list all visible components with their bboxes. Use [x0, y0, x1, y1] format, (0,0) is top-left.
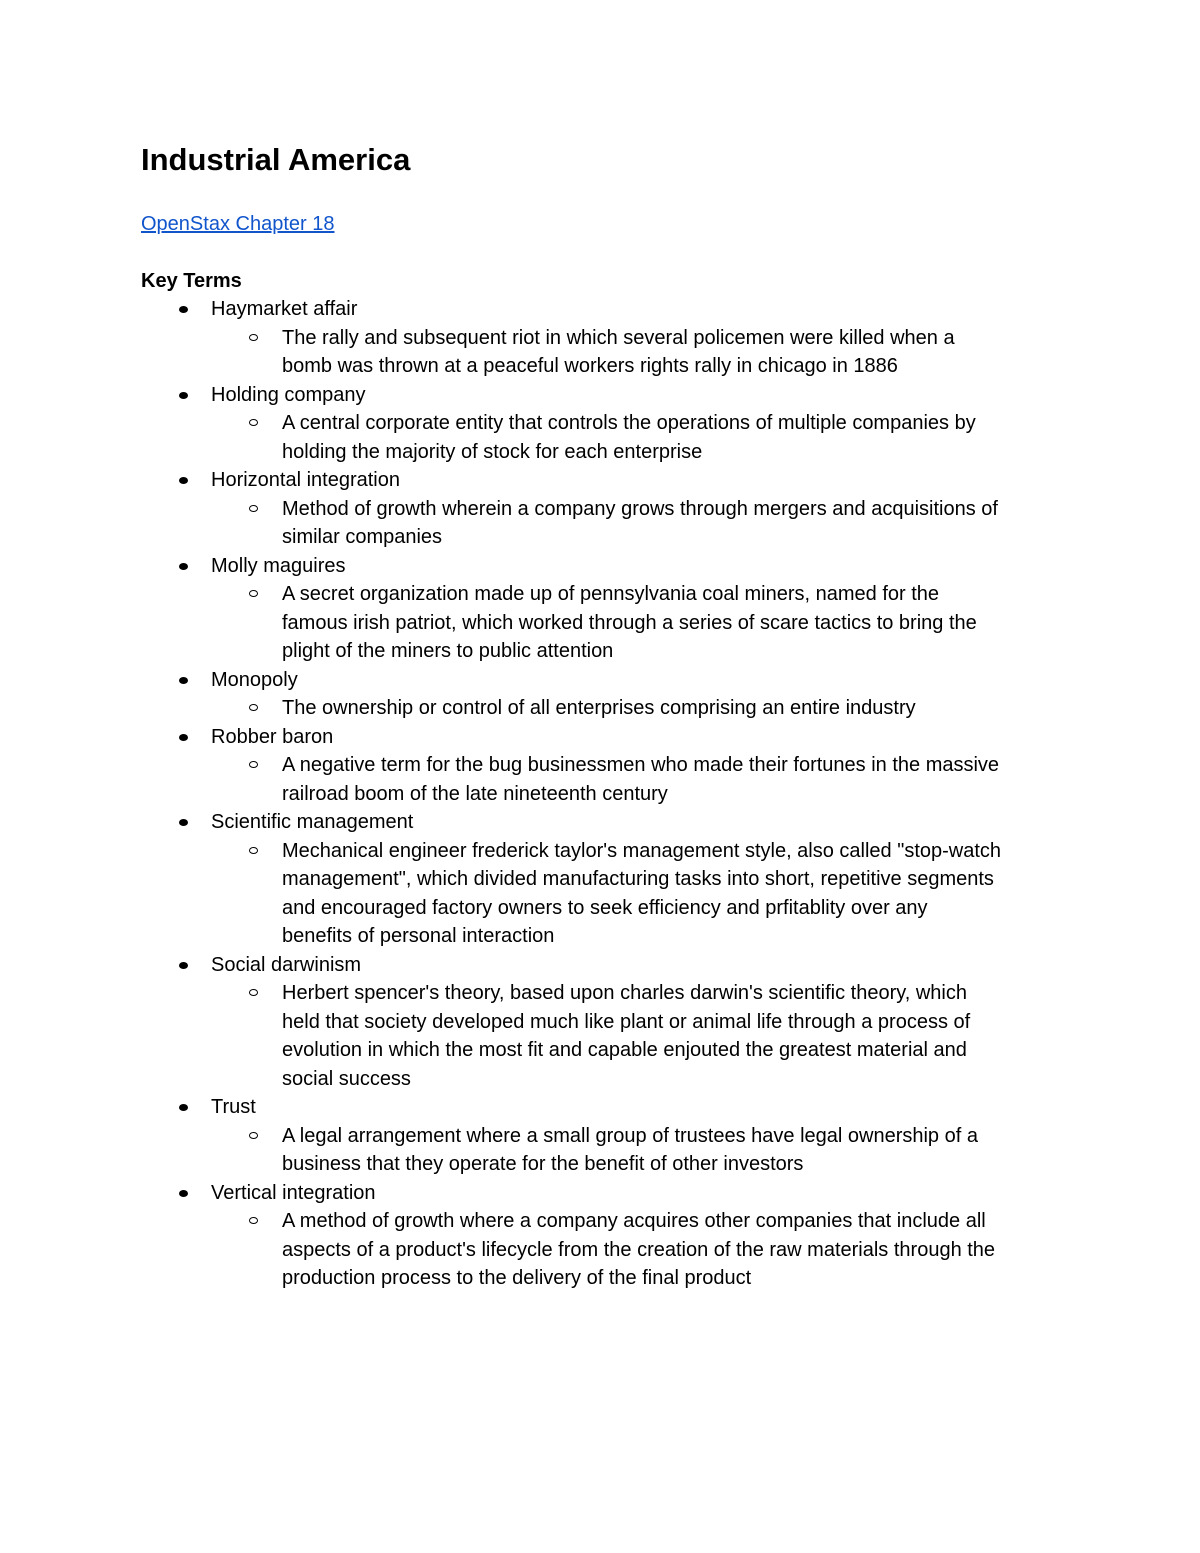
term-name: [0, 552, 1200, 581]
definition-line: railroad boom of the late nineteenth century: [282, 782, 668, 805]
definition-line: business that they operate for the benefit of other investors: [282, 1153, 804, 1175]
definition-line: A secret organization made up of pennsylvania coal miners, named for the: [282, 583, 940, 605]
term-definition: [0, 580, 1072, 666]
hollow-bullet-icon: [249, 505, 258, 512]
term-name: [0, 1093, 1200, 1122]
definition-line: A method of growth where a company acquires other companies that include all: [282, 1210, 986, 1232]
definition-line: A negative term for the bug businessmen who made their fortunes in the massive: [282, 754, 1000, 776]
term-list-item: [0, 951, 1200, 1094]
definition-line: management", which divided manufacturing tasks into short, repetitive segments: [282, 868, 994, 890]
term-definition: [0, 409, 1072, 466]
term-name: [0, 381, 1200, 410]
filled-bullet-icon: [179, 1104, 188, 1111]
term-label: Social darwinism: [211, 953, 362, 976]
definition-line: The ownership or control of all enterprises comprising an entire industry: [282, 697, 916, 719]
term-list-item: [0, 552, 1200, 666]
term-label: Robber baron: [211, 725, 334, 748]
term-label: Holding company: [211, 383, 366, 406]
term-name: [0, 1179, 1200, 1208]
definition-line: evolution in which the most fit and capable enjouted the greatest material and: [282, 1039, 967, 1061]
term-list-item: [0, 666, 1200, 723]
filled-bullet-icon: [179, 734, 188, 741]
filled-bullet-icon: [179, 477, 188, 484]
hollow-bullet-icon: [249, 1217, 258, 1224]
term-definition: [0, 495, 1072, 552]
filled-bullet-icon: [179, 392, 188, 399]
filled-bullet-icon: [179, 306, 188, 313]
filled-bullet-icon: [179, 1190, 188, 1197]
definition-line: A central corporate entity that controls the operations of multiple companies by: [282, 412, 976, 434]
term-name: [0, 466, 1200, 495]
filled-bullet-icon: [179, 677, 188, 684]
definition-line: and encouraged factory owners to seek efficiency and prfitablity over any: [282, 896, 928, 919]
term-definition: [0, 979, 1072, 1093]
term-label: Haymarket affair: [211, 298, 358, 320]
hollow-bullet-icon: [249, 419, 258, 426]
definition-line: benefits of personal interaction: [282, 925, 555, 947]
hollow-bullet-icon: [249, 1132, 258, 1139]
definition-line: plight of the miners to public attention: [282, 640, 614, 662]
term-definition: [0, 1207, 1072, 1293]
definition-line: Mechanical engineer frederick taylor's management style, also called "stop-watch: [282, 839, 1002, 862]
term-name: [0, 951, 1200, 980]
hollow-bullet-icon: [249, 761, 258, 768]
term-label: Horizontal integration: [211, 469, 400, 491]
term-list-item: [0, 808, 1200, 951]
hollow-bullet-icon: [249, 334, 258, 341]
term-definition: [0, 694, 1072, 723]
term-label: Monopoly: [211, 668, 298, 691]
term-definition: [0, 837, 1072, 951]
openstax-chapter-link[interactable]: OpenStax Chapter 18: [141, 213, 335, 235]
definition-line: held that society developed much like plant or animal life through a process of: [282, 1010, 971, 1033]
definition-line: Method of growth wherein a company grows through mergers and acquisitions of: [282, 497, 998, 520]
definition-line: aspects of a product's lifecycle from the creation of the raw materials through the: [282, 1238, 996, 1261]
definition-line: holding the majority of stock for each enterprise: [282, 440, 703, 463]
term-list-item: [0, 381, 1200, 467]
definition-line: A legal arrangement where a small group of trustees have legal ownership of a: [282, 1124, 978, 1147]
definition-line: production process to the delivery of the final product: [282, 1267, 752, 1289]
filled-bullet-icon: [179, 962, 188, 969]
term-definition: [0, 324, 1072, 381]
definition-line: famous irish patriot, which worked through a series of scare tactics to bring the: [282, 611, 977, 634]
definition-line: social success: [282, 1067, 411, 1090]
term-list-item: [0, 1093, 1200, 1179]
term-list-item: [0, 295, 1200, 381]
term-label: Vertical integration: [211, 1181, 376, 1204]
term-definition: [0, 1122, 1072, 1179]
term-name: [0, 723, 1200, 752]
hollow-bullet-icon: [249, 590, 258, 597]
definition-line: The rally and subsequent riot in which several policemen were killed when a: [282, 326, 955, 349]
filled-bullet-icon: [179, 563, 188, 570]
term-label: Molly maguires: [211, 554, 346, 577]
key-terms-heading: Key Terms: [141, 270, 242, 292]
term-label: Scientific management: [211, 811, 414, 833]
term-definition: [0, 751, 1072, 808]
hollow-bullet-icon: [249, 847, 258, 854]
term-label: Trust: [211, 1096, 256, 1118]
definition-line: bomb was thrown at a peaceful workers rights rally in chicago in 1886: [282, 355, 898, 377]
term-list-item: [0, 1179, 1200, 1293]
hollow-bullet-icon: [249, 989, 258, 996]
term-name: [0, 808, 1200, 837]
hollow-bullet-icon: [249, 704, 258, 711]
page-title: Industrial America: [141, 142, 411, 177]
term-name: [0, 666, 1200, 695]
term-list-item: [0, 723, 1200, 809]
definition-line: similar companies: [282, 526, 443, 548]
key-terms-list: [0, 295, 1200, 1293]
filled-bullet-icon: [179, 819, 188, 826]
definition-line: Herbert spencer's theory, based upon charles darwin's scientific theory, which: [282, 982, 967, 1004]
term-list-item: [0, 466, 1200, 552]
term-name: [0, 295, 1200, 324]
